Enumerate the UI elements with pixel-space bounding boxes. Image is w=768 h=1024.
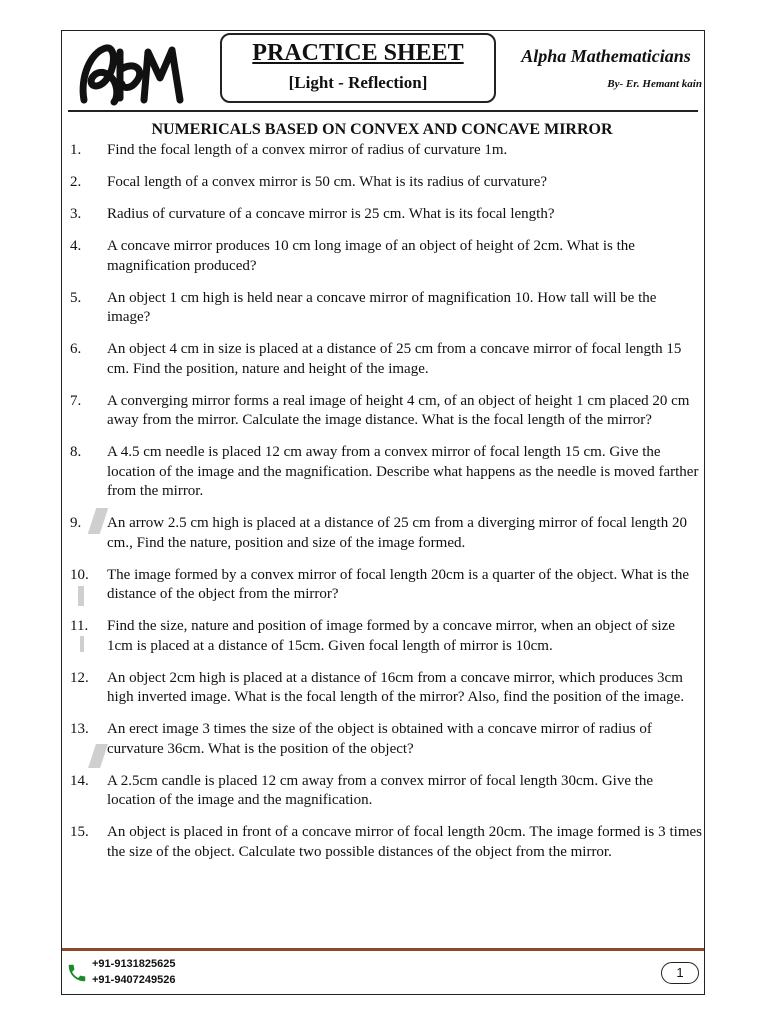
watermark-mark [80, 636, 84, 652]
question-text: A 2.5cm candle is placed 12 cm away from a convex mirror of focal length 30cm. Give the location of the image and the magnification. [107, 772, 654, 808]
question-text: An object 2cm high is placed at a distance of 16cm from a concave mirror, which produces 3cm high inverted image. What is the focal length of the mirror? Also, find the position of the image. [107, 669, 685, 705]
question-item [70, 669, 702, 708]
question-text: An arrow 2.5 cm high is placed at a distance of 25 cm from a diverging mirror of focal length 20 cm., Find the nature, position and size of the image formed. [107, 515, 687, 551]
question-number: 6. [70, 341, 82, 357]
question-item [70, 617, 702, 656]
question-item [70, 289, 702, 328]
phone-icon [66, 962, 88, 984]
question-item [70, 772, 702, 811]
question-text: Find the focal length of a convex mirror of radius of curvature 1m. [107, 142, 508, 158]
contact-numbers [92, 956, 176, 988]
question-number: 14. [70, 772, 89, 789]
phone-number-2: +91-9407249526 [92, 974, 176, 986]
title-box [220, 33, 496, 103]
question-item [70, 514, 702, 553]
question-number: 11. [70, 618, 89, 634]
question-text: The image formed by a convex mirror of focal length 20cm is a quarter of the object. What is the distance of the object from the mirror? [107, 566, 690, 602]
question-item [70, 392, 702, 431]
question-text: Focal length of a convex mirror is 50 cm. What is its radius of curvature? [107, 174, 548, 190]
page-number: 1 [661, 962, 699, 984]
question-text: An object 1 cm high is held near a concave mirror of magnification 10. How tall will be the image? [107, 289, 657, 325]
phone-number-1: +91-9131825625 [92, 958, 176, 970]
question-number: 9. [70, 515, 82, 531]
author-credit: By- Er. Hemant kain [607, 78, 702, 90]
question-text: Radius of curvature of a concave mirror is 25 cm. What is its focal length? [107, 206, 555, 222]
alpha-mathematicians-logo [76, 38, 186, 108]
header-divider [68, 110, 698, 112]
brand-name: Alpha Mathematicians [521, 46, 691, 66]
section-heading: NUMERICALS BASED ON CONVEX AND CONCAVE MIRROR [151, 121, 613, 138]
question-item [70, 173, 702, 193]
question-item [70, 237, 702, 276]
question-text: A 4.5 cm needle is placed 12 cm away from a convex mirror of focal length 15 cm. Give the location of the image and the magnification. Describe what happens as the needle is moved farther from the mirror. [107, 444, 699, 499]
question-number: 8. [70, 444, 82, 460]
question-number: 15. [70, 824, 89, 840]
question-number: 13. [70, 721, 89, 737]
question-item [70, 566, 702, 605]
question-text: A converging mirror forms a real image of height 4 cm, of an object of height 1 cm placed 20 cm away from the mirror. Calculate the image distance. What is the focal length of the mirror? [107, 392, 690, 428]
question-item [70, 823, 702, 862]
question-item [70, 443, 702, 502]
watermark-mark [78, 586, 84, 606]
footer-divider [62, 948, 704, 951]
question-text: An object is placed in front of a concave mirror of focal length 20cm. The image formed is 3 times the size of the object. Calculate two possible distances of the object from the mirror. [107, 824, 702, 860]
question-item [70, 340, 702, 379]
question-number: 10. [70, 566, 89, 583]
question-text: An erect image 3 times the size of the object is obtained with a concave mirror of radius of curvature 36cm. What is the position of the object? [107, 721, 652, 757]
question-number: 7. [70, 392, 82, 409]
question-text: Find the size, nature and position of image formed by a concave mirror, when an object of size 1cm is placed at a distance of 15cm. Given focal length of mirror is 10cm. [107, 618, 675, 654]
question-number: 4. [70, 238, 82, 254]
question-list [70, 141, 702, 875]
question-number: 3. [70, 206, 82, 222]
question-text: A concave mirror produces 10 cm long image of an object of height of 2cm. What is the magnification produced? [107, 238, 635, 274]
question-item [70, 205, 702, 225]
question-number: 12. [70, 669, 89, 686]
question-number: 2. [70, 174, 82, 190]
question-item [70, 141, 702, 161]
question-number: 5. [70, 289, 82, 306]
question-text: An object 4 cm in size is placed at a distance of 25 cm from a concave mirror of focal length 15 cm. Find the position, nature and height of the image. [107, 341, 682, 377]
question-item [70, 720, 702, 759]
page-subtitle: [Light - Reflection] [288, 73, 428, 92]
page-title: PRACTICE SHEET [252, 40, 464, 66]
question-number: 1. [70, 142, 82, 158]
